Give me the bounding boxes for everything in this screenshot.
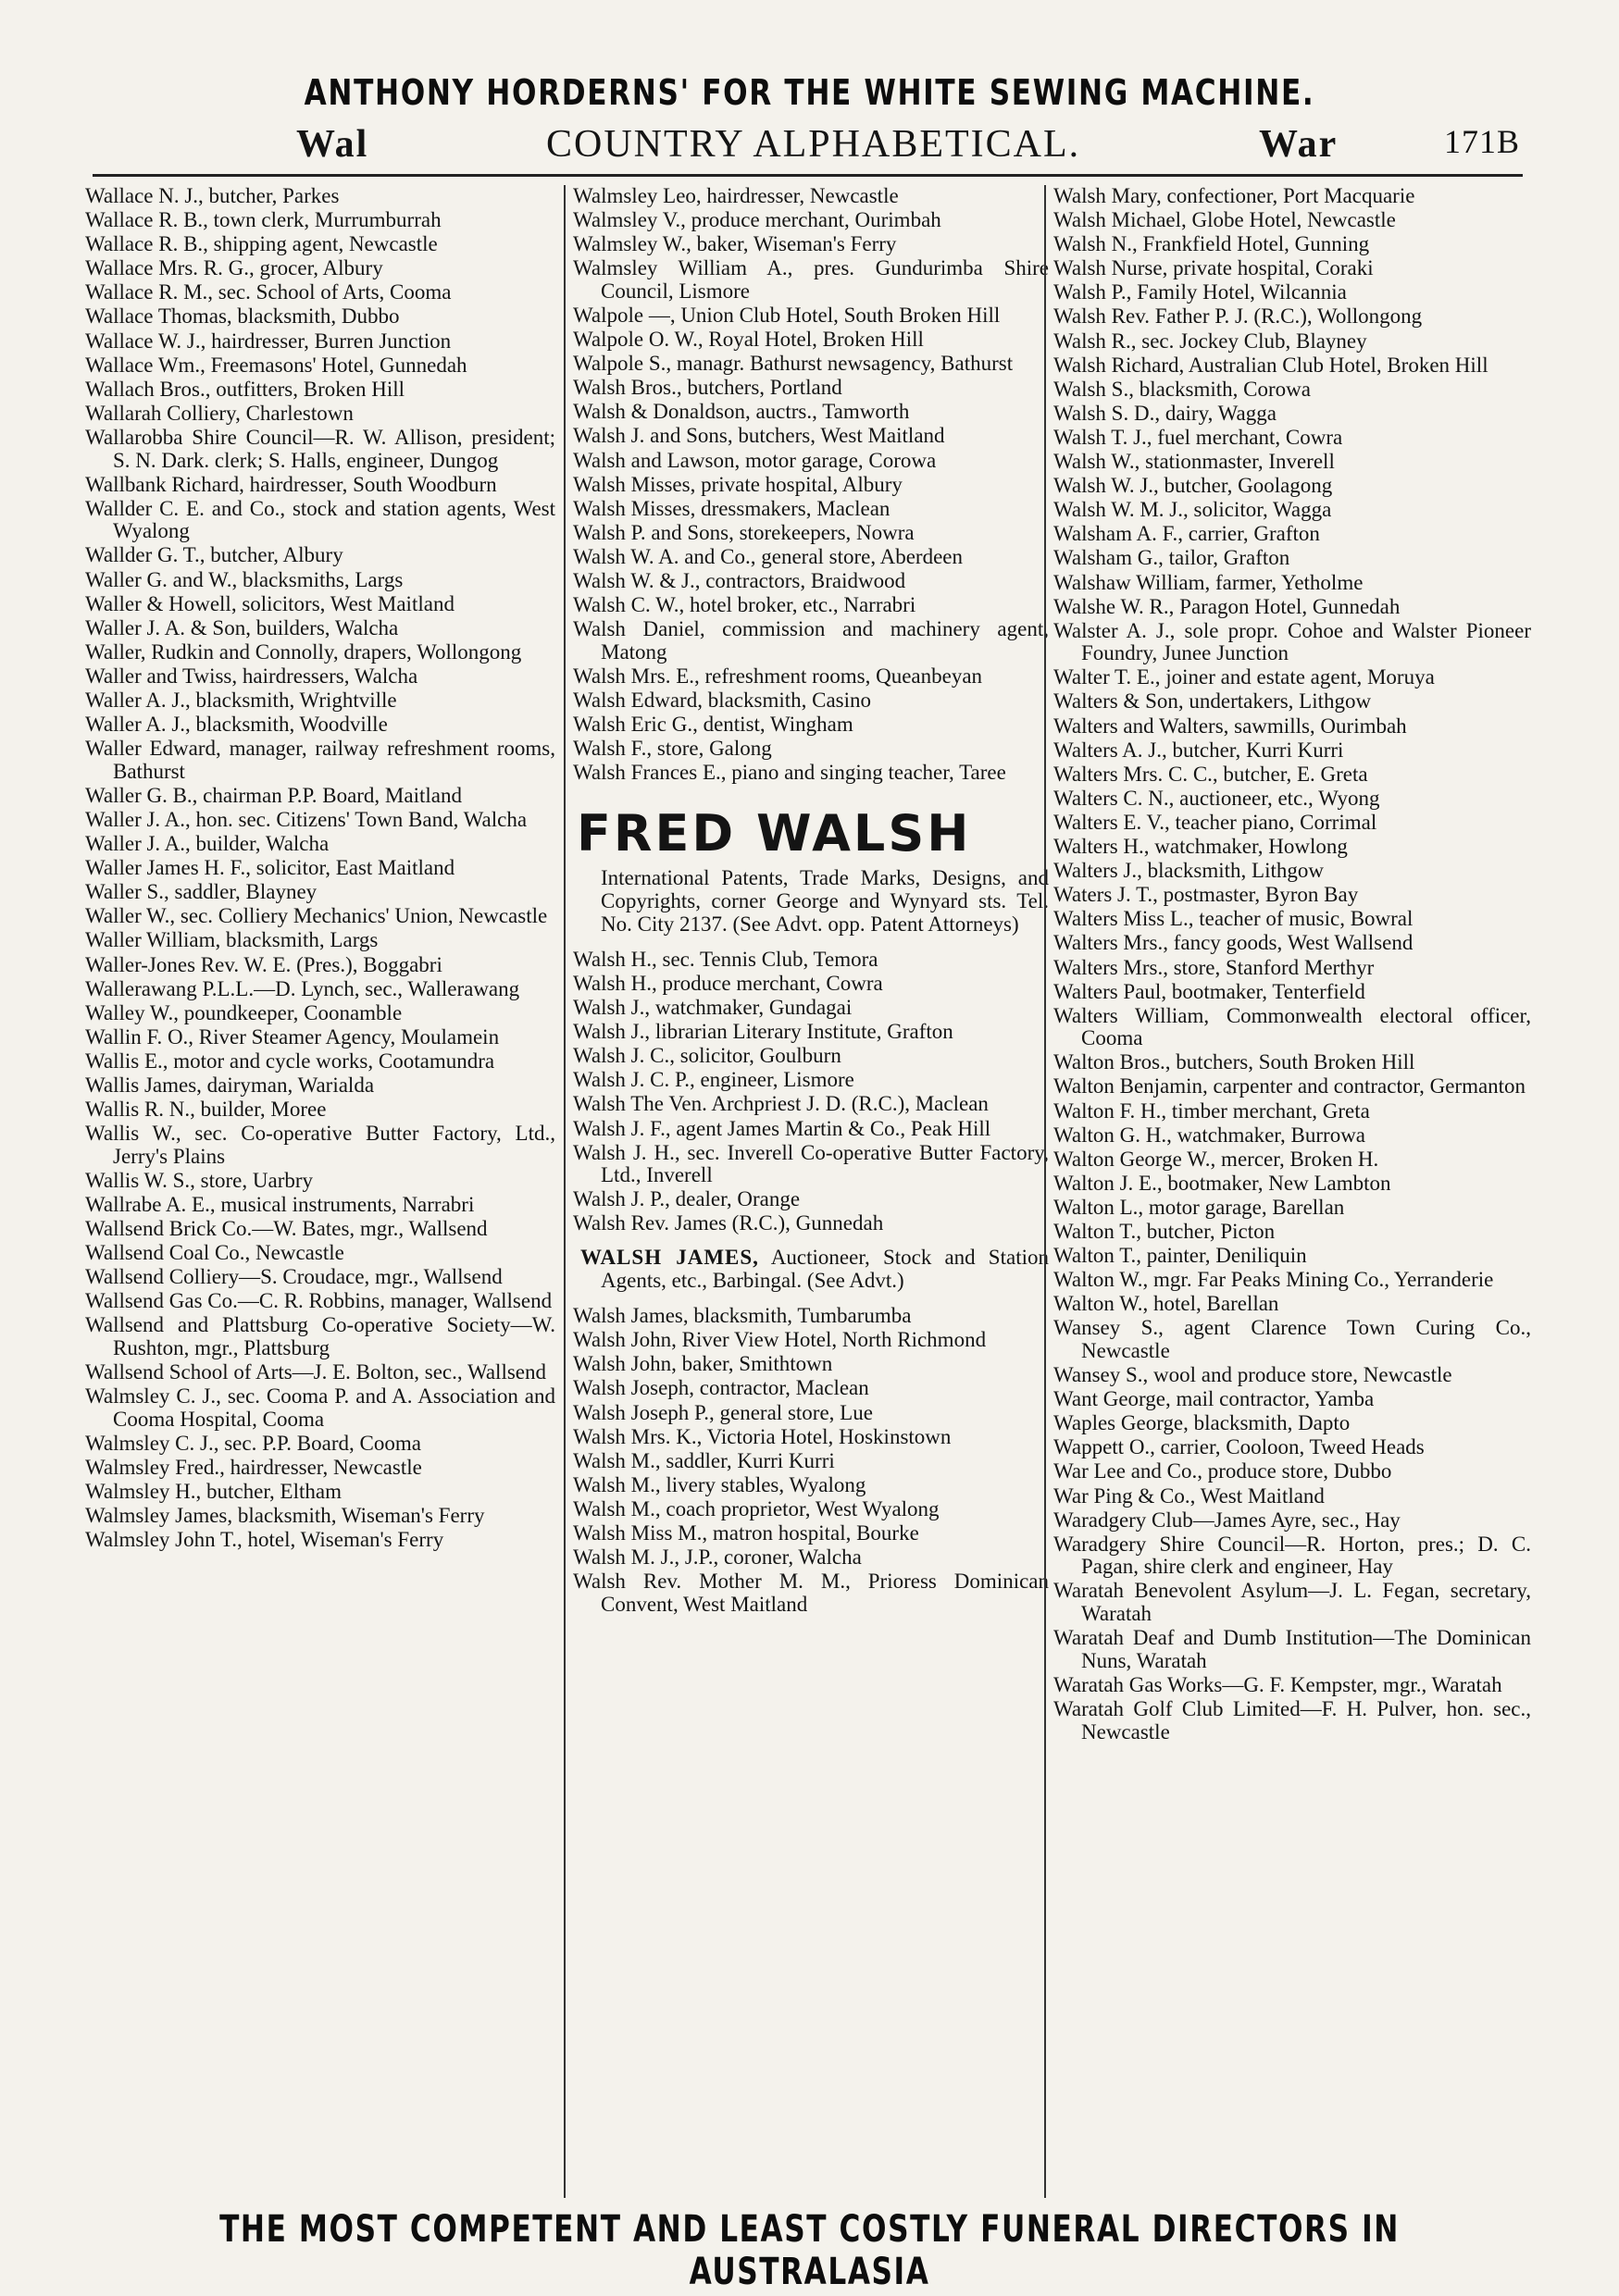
directory-entry: Waller A. J., blacksmith, Wrightville [85, 688, 397, 712]
directory-entry: Walsh Eric G., dentist, Wingham [573, 713, 853, 737]
directory-entry: Waller William, blacksmith, Largs [85, 928, 379, 952]
directory-entry: Walmsley C. J., sec. P.P. Board, Cooma [85, 1431, 421, 1455]
directory-entry: Walster A. J., sole propr. Cohoe and Walster Pioneer Foundry, Junee Junction [1053, 618, 1531, 665]
directory-entry: Walsh W., stationmaster, Inverell [1053, 450, 1335, 474]
directory-entry: Waradgery Club—James Ayre, sec., Hay [1053, 1508, 1401, 1532]
directory-entry: Wallis R. N., builder, Moree [85, 1098, 327, 1122]
directory-columns [85, 185, 1529, 2198]
directory-entry: Walsh F., store, Galong [573, 737, 772, 761]
directory-entry: Waratah Deaf and Dumb Institution—The Dominican Nuns, Waratah [1053, 1626, 1531, 1672]
directory-entry: Walshe W. R., Paragon Hotel, Gunnedah [1053, 594, 1401, 618]
directory-entry: Walsh Richard, Australian Club Hotel, Broken Hill [1053, 353, 1488, 377]
directory-entry: Walsh Nurse, private hospital, Coraki [1053, 256, 1374, 280]
directory-entry: Walton W., mgr. Far Peaks Mining Co., Yerranderie [1053, 1268, 1494, 1292]
directory-entry: Wallace Wm., Freemasons' Hotel, Gunnedah [85, 353, 467, 377]
directory-entry: Wappett O., carrier, Cooloon, Tweed Heads [1053, 1435, 1425, 1459]
directory-entry: Walters Miss L., teacher of music, Bowral [1053, 907, 1414, 931]
directory-entry: Walters Mrs. C. C., butcher, E. Greta [1053, 762, 1368, 786]
directory-entry: Wallder C. E. and Co., stock and station agents, West Wyalong [85, 496, 555, 543]
directory-entry: Waller W., sec. Colliery Mechanics' Union, Newcastle [85, 904, 548, 928]
header-left-guide-word: Wal [296, 123, 369, 166]
directory-entry: Waller & Howell, solicitors, West Maitland [85, 591, 455, 615]
directory-entry: Wallsend Coal Co., Newcastle [85, 1241, 344, 1265]
column-2-top-entries [573, 185, 1049, 785]
directory-entry: Walsh H., produce merchant, Cowra [573, 971, 883, 995]
directory-entry: Walters E. V., teacher piano, Corrimal [1053, 810, 1377, 834]
directory-entry: Walsh T. J., fuel merchant, Cowra [1053, 425, 1343, 449]
bottom-banner-advert: THE MOST COMPETENT AND LEAST COSTLY FUNERAL DIRECTORS IN AUSTRALASIA [219, 2208, 1400, 2293]
directory-entry: Walsh J., librarian Literary Institute, Grafton [573, 1020, 953, 1044]
directory-entry: Waller G. and W., blacksmiths, Largs [85, 567, 404, 591]
directory-entry: Wallace R. M., sec. School of Arts, Cooma [85, 280, 452, 304]
directory-entry: Walsh C. W., hotel broker, etc., Narrabri [573, 593, 916, 617]
directory-entry: Wallis E., motor and cycle works, Cootamundra [85, 1049, 495, 1073]
directory-entry: Walsh R., sec. Jockey Club, Blayney [1053, 329, 1367, 353]
directory-entry: Waples George, blacksmith, Dapto [1053, 1411, 1351, 1435]
directory-entry: Walsh Mrs. K., Victoria Hotel, Hoskinstown [573, 1424, 952, 1448]
directory-entry: Wallis W., sec. Co-operative Butter Factory, Ltd., Jerry's Plains [85, 1122, 555, 1168]
directory-entry: Walsh H., sec. Tennis Club, Temora [573, 947, 878, 971]
directory-entry: Walmsley C. J., sec. Cooma P. and A. Association and Cooma Hospital, Cooma [85, 1384, 555, 1431]
directory-entry: Walsh J., watchmaker, Gundagai [573, 996, 853, 1020]
directory-entry: Walmsley Leo, hairdresser, Newcastle [573, 185, 899, 207]
walsh-james-advert-name: WALSH JAMES, [580, 1245, 759, 1269]
directory-entry: Walmsley James, blacksmith, Wiseman's Ferry [85, 1504, 485, 1528]
directory-entry: Waradgery Shire Council—R. Horton, pres.; D. C. Pagan, shire clerk and engineer, Hay [1053, 1532, 1531, 1579]
directory-entry: Walsh James, blacksmith, Tumbarumba [573, 1304, 912, 1328]
directory-entry: Walsham G., tailor, Grafton [1053, 546, 1290, 570]
directory-entry: Wallis W. S., store, Uarbry [85, 1168, 314, 1192]
directory-entry: Walsh The Ven. Archpriest J. D. (R.C.), Maclean [573, 1092, 989, 1116]
directory-entry: Walsh Bros., butchers, Portland [573, 376, 842, 400]
directory-entry: Walsh J. C. P., engineer, Lismore [573, 1068, 854, 1092]
directory-entry: Walsh Misses, private hospital, Albury [573, 472, 903, 496]
directory-entry: Walters Paul, bootmaker, Tenterfield [1053, 979, 1365, 1003]
directory-entry: Walton George W., mercer, Broken H. [1053, 1147, 1379, 1171]
directory-entry: Wallrabe A. E., musical instruments, Narrabri [85, 1192, 475, 1216]
directory-entry: Wallach Bros., outfitters, Broken Hill [85, 377, 405, 401]
directory-entry: Waller J. A., hon. sec. Citizens' Town Band, Walcha [85, 807, 528, 831]
walsh-james-advert-text: Auctioneer, Stock and Station Agents, etc., Barbingal. (See Advt.) [601, 1245, 1049, 1292]
directory-entry: Wallsend Gas Co.—C. R. Robbins, manager, Wallsend [85, 1289, 553, 1313]
directory-entry: Wallace Mrs. R. G., grocer, Albury [85, 256, 383, 280]
directory-entry: Waller and Twiss, hairdressers, Walcha [85, 664, 418, 688]
directory-entry: Wansey S., agent Clarence Town Curing Co., Newcastle [1053, 1316, 1531, 1362]
directory-entry: Walsh Mary, confectioner, Port Macquarie [1053, 185, 1415, 207]
directory-entry: Walters and Walters, sawmills, Ourimbah [1053, 714, 1407, 738]
directory-entry: Walsh W. & J., contractors, Braidwood [573, 569, 906, 592]
directory-entry: Walsh and Lawson, motor garage, Corowa [573, 448, 937, 472]
directory-entry: Waller-Jones Rev. W. E. (Pres.), Boggabri [85, 952, 442, 976]
directory-entry: Want George, mail contractor, Yamba [1053, 1387, 1375, 1411]
directory-entry: Wallarah Colliery, Charlestown [85, 401, 354, 425]
directory-entry: Walter T. E., joiner and estate agent, Moruya [1053, 665, 1435, 689]
directory-entry: Walmsley H., butcher, Eltham [85, 1480, 342, 1504]
directory-entry: Waller A. J., blacksmith, Woodville [85, 713, 388, 737]
directory-entry: Waratah Golf Club Limited—F. H. Pulver, hon. sec., Newcastle [1053, 1696, 1531, 1744]
directory-entry: Wallace R. B., town clerk, Murrumburrah [85, 208, 442, 232]
directory-entry: Walters William, Commonwealth electoral officer, Cooma [1053, 1003, 1531, 1050]
directory-entry: Walpole S., managr. Bathurst newsagency, Bathurst [573, 352, 1014, 376]
directory-entry: Walsh Daniel, commission and machinery agent, Matong [573, 617, 1049, 664]
directory-entry: Walmsley W., baker, Wiseman's Ferry [573, 232, 897, 256]
directory-entry: Walsh W. J., butcher, Goolagong [1053, 474, 1333, 498]
directory-entry: Wallace Thomas, blacksmith, Dubbo [85, 304, 400, 329]
directory-entry: Walsh P. and Sons, storekeepers, Nowra [573, 520, 915, 544]
directory-entry: Walsh & Donaldson, auctrs., Tamworth [573, 400, 910, 424]
directory-entry: Walsh W. M. J., solicitor, Wagga [1053, 498, 1332, 522]
fred-walsh-advert-title: FRED WALSH [577, 803, 972, 863]
directory-entry: Walsh Rev. Father P. J. (R.C.), Wollongong [1053, 304, 1423, 329]
directory-entry: Walsh Joseph, contractor, Maclean [573, 1376, 869, 1400]
directory-entry: Walters Mrs., store, Stanford Merthyr [1053, 955, 1375, 979]
column-3 [1044, 185, 1531, 2198]
directory-entry: Wallsend Colliery—S. Croudace, mgr., Wallsend [85, 1265, 503, 1289]
directory-entry: Walton Benjamin, carpenter and contractor, Germanton [1053, 1074, 1526, 1098]
directory-entry: Walsh J. C., solicitor, Goulburn [573, 1044, 841, 1068]
directory-entry: Waller James H. F., solicitor, East Maitland [85, 856, 455, 880]
directory-entry: Walmsley John T., hotel, Wiseman's Ferry [85, 1528, 444, 1552]
directory-entry: Walton T., painter, Deniliquin [1053, 1244, 1307, 1268]
directory-entry: Walsh Rev. Mother M. M., Prioress Dominican Convent, West Maitland [573, 1570, 1049, 1616]
directory-entry: Waller G. B., chairman P.P. Board, Maitland [85, 783, 462, 807]
directory-entry: Wallsend Brick Co.—W. Bates, mgr., Wallsend [85, 1217, 488, 1241]
column-2 [564, 185, 1049, 2198]
directory-entry: Walters A. J., butcher, Kurri Kurri [1053, 738, 1344, 762]
directory-entry: Walsh J. F., agent James Martin & Co., Peak Hill [573, 1116, 991, 1140]
directory-entry: Waller J. A., builder, Walcha [85, 832, 330, 856]
walsh-james-advert [573, 1247, 1049, 1292]
header-right-guide-word: War [1259, 123, 1339, 166]
directory-entry: Walsh M., livery stables, Wyalong [573, 1472, 866, 1496]
directory-entry: Walton F. H., timber merchant, Greta [1053, 1098, 1370, 1123]
directory-entry: Walton L., motor garage, Barellan [1053, 1195, 1345, 1219]
directory-entry: Walsh M. J., J.P., coroner, Walcha [573, 1545, 862, 1570]
directory-entry: Wallarobba Shire Council—R. W. Allison, president; S. N. Dark. clerk; S. Halls, engineer, Dungog [85, 425, 555, 472]
directory-entry: Wallder G. T., butcher, Albury [85, 543, 343, 567]
directory-entry: Walshaw William, farmer, Yetholme [1053, 570, 1364, 594]
directory-entry: Waller, Rudkin and Connolly, drapers, Wollongong [85, 639, 522, 664]
directory-entry: Walsh M., saddler, Kurri Kurri [573, 1448, 835, 1472]
directory-entry: Wallbank Richard, hairdresser, South Woodburn [85, 472, 497, 496]
directory-entry: Walton G. H., watchmaker, Burrowa [1053, 1123, 1366, 1147]
directory-entry: Wallace N. J., butcher, Parkes [85, 185, 340, 207]
directory-entry: Walters J., blacksmith, Lithgow [1053, 859, 1324, 883]
directory-entry: Walsh John, baker, Smithtown [573, 1352, 833, 1376]
directory-entry: Walters H., watchmaker, Howlong [1053, 835, 1348, 859]
directory-entry: Walpole O. W., Royal Hotel, Broken Hill [573, 328, 924, 352]
directory-entry: Walton T., butcher, Picton [1053, 1220, 1276, 1244]
directory-entry: Waller J. A. & Son, builders, Walcha [85, 615, 399, 639]
top-banner-advert: ANTHONY HORDERNS' FOR THE WHITE SEWING MACHINE. [304, 72, 1315, 113]
directory-entry: Walsh J. and Sons, butchers, West Maitland [573, 424, 945, 448]
directory-entry: Wallin F. O., River Steamer Agency, Moulamein [85, 1024, 500, 1049]
directory-entry: Walsh Edward, blacksmith, Casino [573, 688, 872, 712]
directory-entry: Walpole —, Union Club Hotel, South Broken Hill [573, 303, 1001, 327]
directory-entry: Wallis James, dairyman, Warialda [85, 1073, 375, 1097]
directory-entry: Walsh P., Family Hotel, Wilcannia [1053, 280, 1347, 304]
fred-walsh-advert [573, 801, 1049, 936]
directory-entry: Walsh Miss M., matron hospital, Bourke [573, 1521, 919, 1545]
directory-entry: Walsh Michael, Globe Hotel, Newcastle [1053, 208, 1396, 232]
column-1 [85, 185, 555, 2198]
directory-entry: Walmsley Fred., hairdresser, Newcastle [85, 1455, 422, 1479]
directory-entry: Walsh J. H., sec. Inverell Co-operative Butter Factory, Ltd., Inverell [573, 1140, 1049, 1187]
directory-entry: Waller S., saddler, Blayney [85, 880, 318, 904]
directory-entry: Walsh S. D., dairy, Wagga [1053, 401, 1277, 425]
directory-entry: Walsh M., coach proprietor, West Wyalong [573, 1496, 940, 1520]
fred-walsh-advert-text: International Patents, Trade Marks, Designs, and Copyrights, corner George and Wynyard sts. Tel. No. City 2137. (See Advt. opp. Patent Attorneys) [601, 865, 1049, 936]
directory-entry: Walsh Rev. James (R.C.), Gunnedah [573, 1211, 884, 1235]
directory-entry: Walters & Son, undertakers, Lithgow [1053, 689, 1372, 714]
directory-entry: Walton Bros., butchers, South Broken Hill [1053, 1050, 1415, 1074]
column-2-bottom-entries [573, 1305, 1049, 1616]
directory-entry: Wallsend and Plattsburg Co-operative Society—W. Rushton, mgr., Plattsburg [85, 1313, 555, 1359]
directory-entry: Walsh S., blacksmith, Corowa [1053, 377, 1311, 401]
directory-entry: Walsh N., Frankfield Hotel, Gunning [1053, 232, 1370, 256]
directory-entry: Walsh Joseph P., general store, Lue [573, 1400, 873, 1424]
directory-entry: Walsh Frances E., piano and singing teacher, Taree [573, 761, 1006, 785]
directory-entry: War Lee and Co., produce store, Dubbo [1053, 1459, 1392, 1483]
directory-entry: Waters J. T., postmaster, Byron Bay [1053, 883, 1359, 907]
directory-entry: Walters Mrs., fancy goods, West Wallsend [1053, 931, 1414, 955]
directory-entry: Wallace W. J., hairdresser, Burren Junction [85, 329, 452, 353]
directory-entry: Walmsley V., produce merchant, Ourimbah [573, 208, 941, 232]
directory-entry: Walters C. N., auctioneer, etc., Wyong [1053, 786, 1380, 810]
directory-entry: Waller Edward, manager, railway refreshment rooms, Bathurst [85, 737, 555, 783]
directory-entry: Walsh Mrs. E., refreshment rooms, Queanbeyan [573, 664, 983, 688]
directory-entry: Walsh W. A. and Co., general store, Aberdeen [573, 544, 963, 568]
directory-entry: Walsh Misses, dressmakers, Maclean [573, 496, 890, 520]
column-2-middle-entries [573, 949, 1049, 1235]
directory-entry: Wansey S., wool and produce store, Newcastle [1053, 1363, 1452, 1387]
page-number: 171B [1444, 123, 1521, 160]
directory-entry: Walsham A. F., carrier, Grafton [1053, 522, 1320, 546]
directory-entry: Walley W., poundkeeper, Coonamble [85, 1000, 403, 1024]
directory-entry: War Ping & Co., West Maitland [1053, 1483, 1325, 1508]
directory-entry: Walton J. E., bootmaker, New Lambton [1053, 1171, 1391, 1195]
directory-entry: Waratah Benevolent Asylum—J. L. Fegan, secretary, Waratah [1053, 1579, 1531, 1626]
directory-entry: Wallsend School of Arts—J. E. Bolton, sec., Wallsend [85, 1360, 546, 1384]
directory-entry: Walmsley William A., pres. Gundurimba Shire Council, Lismore [573, 256, 1049, 303]
directory-entry: Wallerawang P.L.L.—D. Lynch, sec., Wallerawang [85, 976, 520, 1000]
directory-entry: Walsh J. P., dealer, Orange [573, 1187, 801, 1211]
directory-entry: Waratah Gas Works—G. F. Kempster, mgr., Waratah [1053, 1672, 1502, 1696]
directory-entry: Walsh John, River View Hotel, North Richmond [573, 1328, 987, 1352]
header-section-title: COUNTRY ALPHABETICAL. [546, 123, 1081, 166]
directory-entry: Walton W., hotel, Barellan [1053, 1292, 1279, 1316]
directory-entry: Wallace R. B., shipping agent, Newcastle [85, 232, 438, 256]
page-header [93, 118, 1523, 177]
